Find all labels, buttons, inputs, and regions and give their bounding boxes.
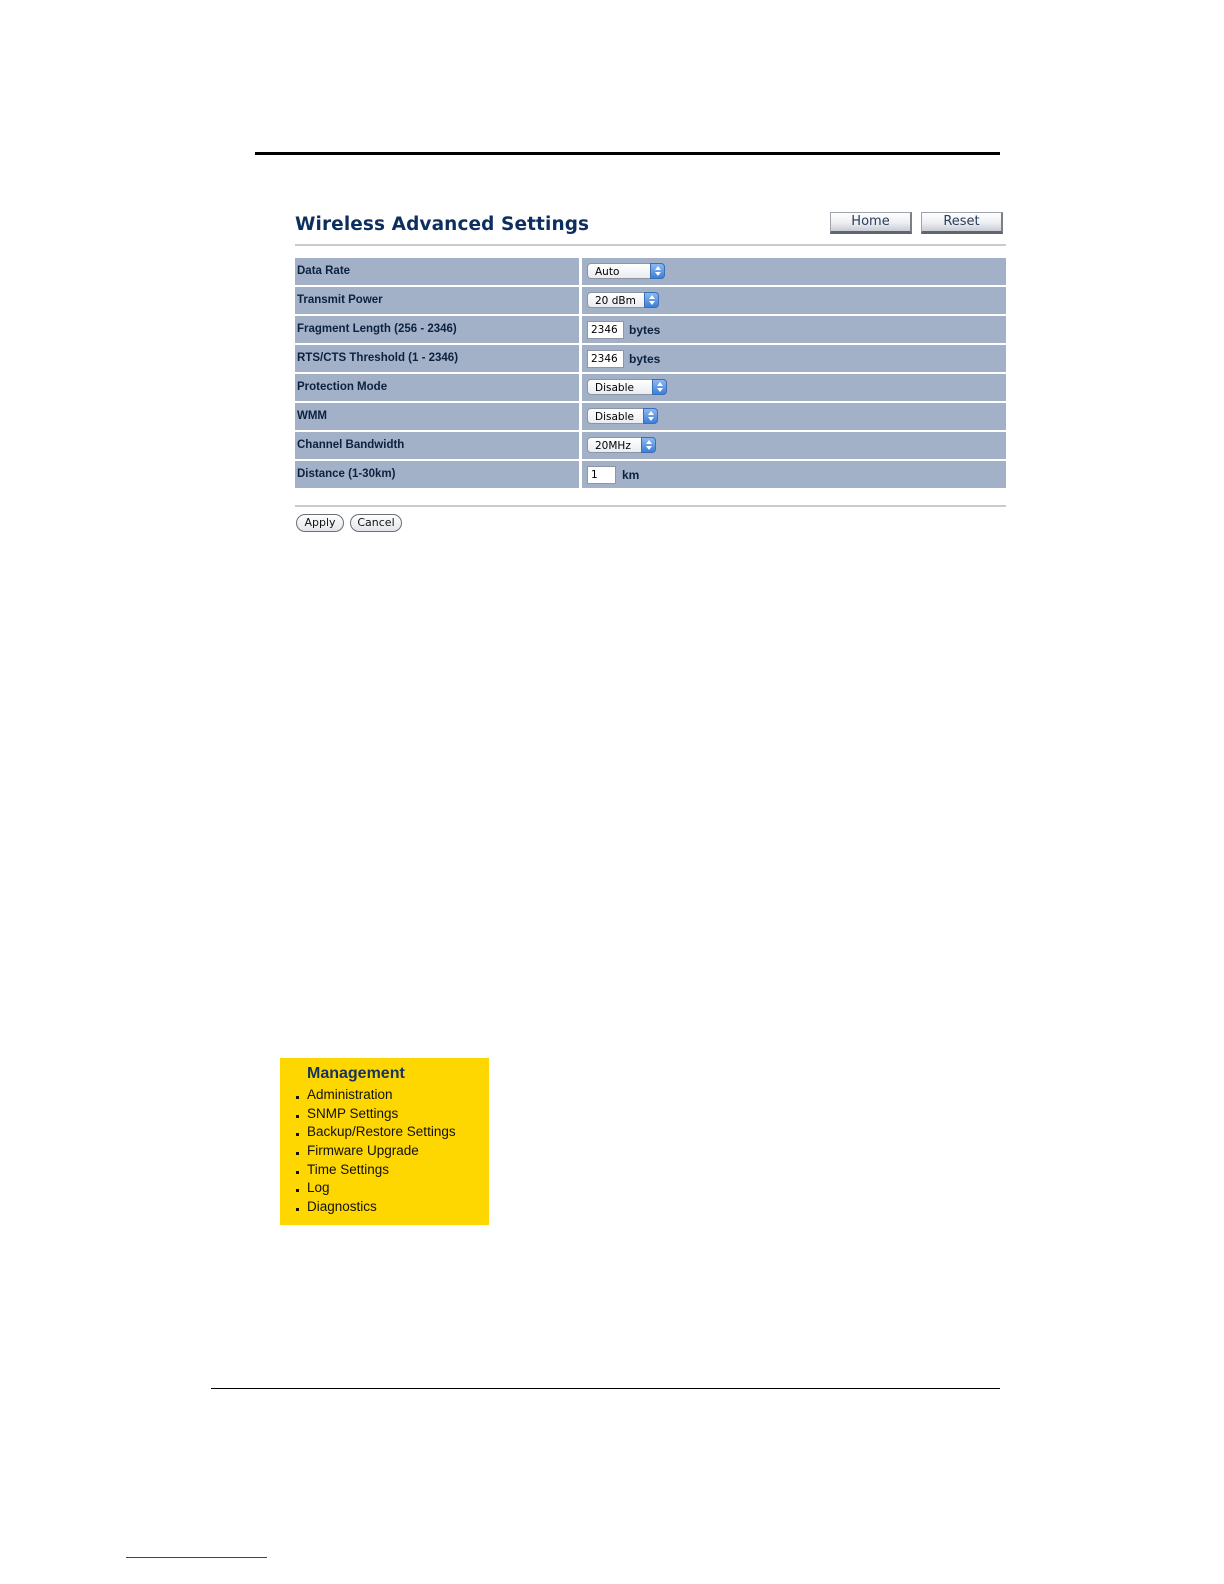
menu-item-snmp-settings[interactable] (294, 1105, 456, 1124)
footer-rule (211, 1388, 1000, 1389)
select-arrows-icon (652, 379, 667, 395)
setting-row-channel-bandwidth (295, 432, 1006, 461)
management-menu-list (294, 1086, 456, 1217)
select-arrows-icon (643, 408, 658, 424)
setting-label: RTS/CTS Threshold (1 - 2346) (295, 345, 582, 372)
menu-item-label: Administration (307, 1087, 393, 1102)
menu-item-label: Time Settings (307, 1161, 390, 1177)
management-menu (280, 1058, 489, 1225)
setting-row-rts-cts-threshold (295, 345, 1006, 374)
data-rate-select[interactable] (587, 263, 665, 279)
fragment-length-input[interactable]: 2346 (587, 321, 624, 339)
form-divider (295, 505, 1006, 507)
menu-item-label: SNMP Settings (307, 1105, 399, 1121)
menu-item-diagnostics[interactable] (294, 1198, 456, 1217)
menu-item-label: Backup/Restore Settings (307, 1124, 456, 1140)
setting-label: Protection Mode (295, 374, 582, 401)
setting-label: Transmit Power (295, 287, 582, 314)
menu-item-administration[interactable] (294, 1086, 456, 1105)
setting-label: Distance (1-30km) (295, 461, 582, 488)
unit-label: km (622, 468, 640, 482)
bullet-icon (296, 1152, 299, 1155)
distance-input[interactable]: 1 (587, 466, 616, 484)
bullet-icon (296, 1096, 299, 1099)
setting-row-fragment-length (295, 316, 1006, 345)
menu-item-label: Diagnostics (307, 1199, 377, 1215)
management-menu-title: Management (307, 1065, 405, 1082)
title-divider (295, 244, 1006, 246)
setting-row-distance (295, 461, 1006, 490)
select-value: Disable (595, 382, 634, 394)
select-value: 20 dBm (595, 295, 636, 307)
channel-bandwidth-select[interactable] (587, 437, 656, 453)
menu-item-backup-restore-settings[interactable] (294, 1123, 456, 1142)
setting-row-wmm (295, 403, 1006, 432)
settings-table (295, 258, 1006, 490)
page-title: Wireless Advanced Settings (295, 214, 590, 235)
menu-item-time-settings[interactable] (294, 1161, 456, 1180)
bullet-icon (296, 1208, 299, 1211)
header-rule (255, 152, 1000, 155)
setting-label: Data Rate (295, 258, 582, 285)
bullet-icon (296, 1115, 299, 1118)
menu-item-firmware-upgrade[interactable] (294, 1142, 456, 1161)
footer-link-underline (126, 1557, 267, 1558)
setting-row-data-rate (295, 258, 1006, 287)
protection-mode-select[interactable] (587, 379, 667, 395)
apply-button[interactable]: Apply (296, 514, 344, 532)
select-arrows-icon (641, 437, 656, 453)
setting-label: WMM (295, 403, 582, 430)
bullet-icon (296, 1133, 299, 1136)
home-button[interactable]: Home (830, 212, 912, 234)
select-value: 20MHz (595, 440, 631, 452)
unit-label: bytes (629, 352, 661, 366)
setting-row-transmit-power (295, 287, 1006, 316)
setting-row-protection-mode (295, 374, 1006, 403)
unit-label: bytes (629, 323, 661, 337)
bullet-icon (296, 1171, 299, 1174)
menu-item-log[interactable] (294, 1179, 456, 1198)
select-value: Disable (595, 411, 634, 423)
menu-item-label: Firmware Upgrade (307, 1143, 419, 1159)
select-arrows-icon (644, 292, 659, 308)
wmm-select[interactable] (587, 408, 658, 424)
rts-cts-threshold-input[interactable]: 2346 (587, 350, 624, 368)
menu-item-label: Log (307, 1180, 330, 1196)
setting-label: Fragment Length (256 - 2346) (295, 316, 582, 343)
select-value: Auto (595, 266, 620, 278)
setting-label: Channel Bandwidth (295, 432, 582, 459)
cancel-button[interactable]: Cancel (350, 514, 402, 532)
transmit-power-select[interactable] (587, 292, 659, 308)
reset-button[interactable]: Reset (921, 212, 1003, 234)
select-arrows-icon (650, 263, 665, 279)
bullet-icon (296, 1189, 299, 1192)
